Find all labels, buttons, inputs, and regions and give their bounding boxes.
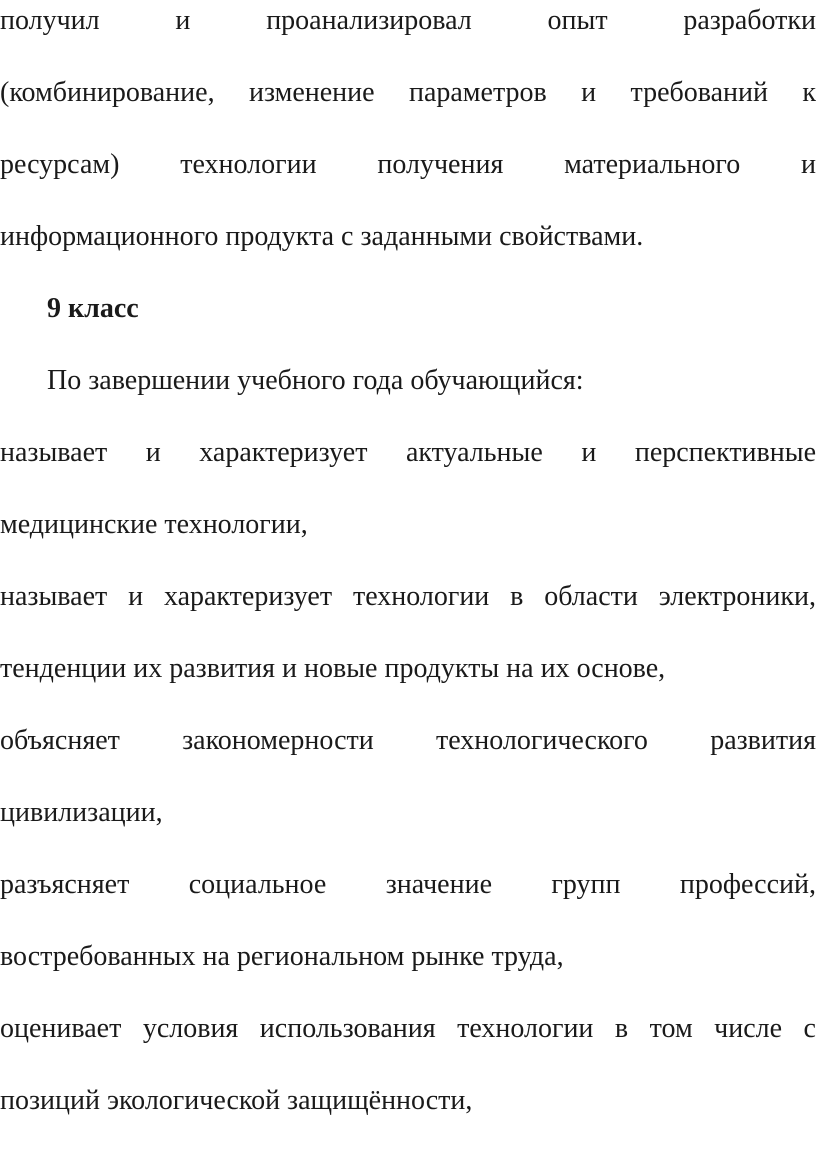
outcome-2-line-1: называет и характеризует технологии в области электроники, bbox=[0, 581, 816, 612]
outcome-4-line-2: востребованных на региональном рынке труда, bbox=[0, 941, 564, 972]
intro-line-3: ресурсам) технологии получения материального и bbox=[0, 149, 816, 180]
intro-line-1: получил и проанализировал опыт разработки bbox=[0, 5, 816, 36]
lead-sentence: По завершении учебного года обучающийся: bbox=[47, 365, 584, 396]
intro-line-2: (комбинирование, изменение параметров и требований к bbox=[0, 77, 816, 108]
outcome-2-line-2: тенденции их развития и новые продукты на их основе, bbox=[0, 653, 666, 684]
intro-line-4: информационного продукта с заданными свойствами. bbox=[0, 221, 644, 252]
outcome-5-line-1: оценивает условия использования технологии в том числе с bbox=[0, 1013, 816, 1044]
outcome-3-line-1: объясняет закономерности технологического развития bbox=[0, 725, 816, 756]
section-heading: 9 класс bbox=[47, 293, 139, 324]
outcome-4-line-1: разъясняет социальное значение групп профессий, bbox=[0, 869, 816, 900]
outcome-1-line-2: медицинские технологии, bbox=[0, 509, 308, 540]
outcome-1-line-1: называет и характеризует актуальные и перспективные bbox=[0, 437, 816, 468]
outcome-3-line-2: цивилизации, bbox=[0, 797, 163, 828]
outcome-5-line-2: позиций экологической защищённости, bbox=[0, 1085, 473, 1116]
